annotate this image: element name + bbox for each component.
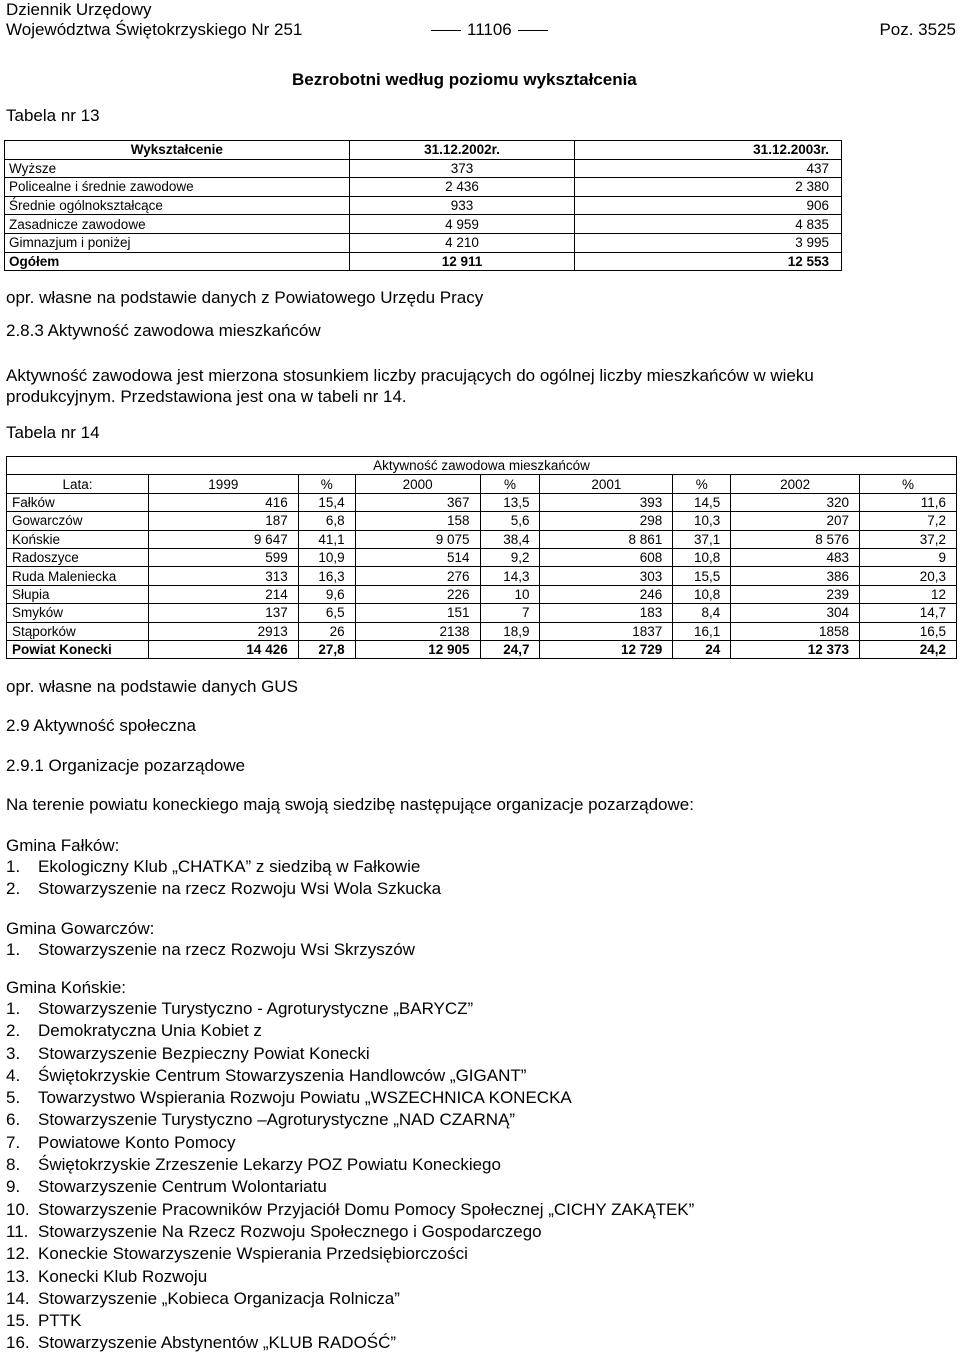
list-item-text: Stowarzyszenie „Kobieca Organizacja Rolnicza”: [38, 1288, 400, 1308]
table-cell: 8,4: [673, 604, 731, 622]
table-cell: 38,4: [480, 530, 540, 548]
table-cell: 16,3: [298, 567, 355, 585]
table-cell: Średnie ogólnokształcące: [5, 196, 350, 215]
table13: [4, 140, 842, 271]
list-item-number: 2.: [6, 1021, 21, 1041]
table14-body: [7, 493, 957, 659]
table-cell: 2913: [148, 622, 298, 640]
list-item-text: Świętokrzyskie Centrum Stowarzyszenia Handlowców „GIGANT”: [38, 1065, 527, 1085]
table-cell: 276: [355, 567, 480, 585]
section-291-heading: 2.9.1 Organizacje pozarządowe: [6, 756, 246, 775]
list-item: [6, 1132, 694, 1154]
table-cell: 386: [731, 567, 860, 585]
list-item: [6, 939, 415, 961]
row-label-cell: Powiat Konecki: [7, 640, 149, 658]
table-cell: 483: [731, 548, 860, 566]
table-cell: 10: [480, 585, 540, 603]
list-item-number: 9.: [6, 1177, 21, 1197]
table-cell: 14 426: [148, 640, 298, 658]
table-cell: 10,3: [673, 512, 731, 530]
table-cell: 151: [355, 604, 480, 622]
table14-header-cell: 2000: [355, 475, 480, 493]
list-item-text: Stowarzyszenie Na Rzecz Rozwoju Społecznego i Gospodarczego: [38, 1221, 542, 1241]
list-item-number: 1.: [6, 940, 21, 959]
table-cell: 10,9: [298, 548, 355, 566]
list-item: [6, 1154, 694, 1176]
row-label-cell: Stąporków: [7, 622, 149, 640]
table13-header-cell: 31.12.2002r.: [349, 141, 575, 160]
row-label-cell: Końskie: [7, 530, 149, 548]
journal-title: Dziennik Urzędowy: [6, 0, 152, 19]
position-number: Poz. 3525: [879, 20, 956, 39]
list-item-text: Stowarzyszenie na rzecz Rozwoju Wsi Skrzyszów: [38, 940, 415, 959]
table-cell: 18,9: [480, 622, 540, 640]
table-row: [5, 159, 842, 178]
list-item: [6, 1199, 694, 1221]
table-cell: 9,2: [480, 548, 540, 566]
table-row: [7, 585, 957, 603]
list-item-number: 11.: [6, 1221, 29, 1241]
list-item-number: 16.: [6, 1333, 30, 1353]
table14-header-cell: 2002: [731, 475, 860, 493]
table-row: [7, 512, 957, 530]
table-cell: 1837: [540, 622, 673, 640]
gmina-falkow-list: [6, 856, 441, 901]
table-cell: 2 380: [575, 178, 842, 197]
table-row: [7, 530, 957, 548]
section-291-intro: Na terenie powiatu koneckiego mają swoją siedzibę następujące organizacje pozarządowe:: [6, 795, 694, 814]
table-cell: 26: [298, 622, 355, 640]
list-item: [6, 1221, 694, 1243]
table-cell: 4 835: [575, 215, 842, 234]
list-item: [6, 1020, 694, 1042]
table-cell: 416: [148, 493, 298, 511]
table-row: [7, 567, 957, 585]
table-cell: 12 553: [575, 252, 842, 271]
list-item: [6, 1243, 694, 1265]
list-item-text: Towarzystwo Wspierania Rozwoju Powiatu „WSZECHNICA KONECKA: [38, 1088, 572, 1108]
list-item-text: Świętokrzyskie Zrzeszenie Lekarzy POZ Powiatu Koneckiego: [38, 1155, 501, 1175]
table-cell: 599: [148, 548, 298, 566]
table-cell: 320: [731, 493, 860, 511]
table-cell: 37,2: [860, 530, 957, 548]
table-cell: 158: [355, 512, 480, 530]
table-cell: 6,5: [298, 604, 355, 622]
list-item: [6, 1087, 694, 1109]
table-row: [7, 548, 957, 566]
table14-header-cell: %: [480, 475, 540, 493]
table-cell: 5,6: [480, 512, 540, 530]
row-label-cell: Gowarczów: [7, 512, 149, 530]
list-item-text: Stowarzyszenie Turystyczno –Agroturystyczne „NAD CZARNĄ”: [38, 1110, 516, 1130]
table-cell: 4 210: [349, 233, 575, 252]
table-cell: 37,1: [673, 530, 731, 548]
list-item: [6, 1266, 694, 1288]
table-cell: 183: [540, 604, 673, 622]
table-cell: 4 959: [349, 215, 575, 234]
table-row: [5, 178, 842, 197]
table-cell: Zasadnicze zawodowe: [5, 215, 350, 234]
table-cell: 6,8: [298, 512, 355, 530]
list-item: [6, 1043, 694, 1065]
list-item-number: 10.: [6, 1199, 30, 1219]
table-cell: 16,1: [673, 622, 731, 640]
table-cell: 24: [673, 640, 731, 658]
table-cell: 187: [148, 512, 298, 530]
table-cell: 373: [349, 159, 575, 178]
table-cell: 2 436: [349, 178, 575, 197]
row-label-cell: Smyków: [7, 604, 149, 622]
table-cell: 12 911: [349, 252, 575, 271]
table-cell: 14,5: [673, 493, 731, 511]
journal-voivodeship: Województwa Świętokrzyskiego Nr 251: [6, 20, 303, 39]
table14: [6, 456, 957, 659]
list-item-number: 5.: [6, 1088, 21, 1108]
table13-header-cell: Wykształcenie: [5, 141, 350, 160]
table-cell: Ogółem: [5, 252, 350, 271]
list-item-number: 4.: [6, 1065, 21, 1085]
table14-source: opr. własne na podstawie danych GUS: [6, 677, 299, 696]
table-cell: 239: [731, 585, 860, 603]
table-cell: 137: [148, 604, 298, 622]
table-cell: 10,8: [673, 585, 731, 603]
dash-right: [518, 30, 548, 31]
gmina-konskie-list: [6, 998, 694, 1355]
list-item-number: 1.: [6, 857, 21, 876]
table-row: [7, 622, 957, 640]
section-283-paragraph-line1: Aktywność zawodowa jest mierzona stosunkiem liczby pracujących do ogólnej liczby mieszkańców w wieku: [6, 366, 814, 385]
table-cell: 24,2: [860, 640, 957, 658]
table-cell: 11,6: [860, 493, 957, 511]
table-cell: 13,5: [480, 493, 540, 511]
list-item-number: 8.: [6, 1155, 21, 1175]
table-cell: 207: [731, 512, 860, 530]
table-cell: 1858: [731, 622, 860, 640]
section-283-heading: 2.8.3 Aktywność zawodowa mieszkańców: [6, 321, 321, 340]
table-cell: 12 905: [355, 640, 480, 658]
table14-title: Aktywność zawodowa mieszkańców: [7, 457, 957, 475]
table13-source: opr. własne na podstawie danych z Powiatowego Urzędu Pracy: [6, 288, 484, 307]
page-number: 11106: [467, 20, 512, 39]
list-item-number: 14.: [6, 1288, 30, 1308]
list-item-text: Koneckie Stowarzyszenie Wspierania Przedsiębiorczości: [38, 1244, 468, 1264]
table-cell: 9: [860, 548, 957, 566]
table-cell: Wyższe: [5, 159, 350, 178]
table-cell: 298: [540, 512, 673, 530]
table-row: [5, 215, 842, 234]
list-item: [6, 856, 441, 878]
table-cell: 8 861: [540, 530, 673, 548]
list-item-number: 7.: [6, 1132, 21, 1152]
list-item-number: 2.: [6, 879, 21, 899]
table-cell: 9 075: [355, 530, 480, 548]
list-item-text: Stowarzyszenie Turystyczno - Agroturystyczne „BARYCZ”: [38, 999, 474, 1018]
table-cell: 10,8: [673, 548, 731, 566]
list-item-number: 15.: [6, 1311, 30, 1331]
list-item-number: 12.: [6, 1244, 30, 1264]
table-cell: 437: [575, 159, 842, 178]
table-cell: 304: [731, 604, 860, 622]
gmina-gowarczow-heading: Gmina Gowarczów:: [6, 919, 155, 938]
table-cell: 41,1: [298, 530, 355, 548]
gmina-konskie-heading: Gmina Końskie:: [6, 978, 126, 997]
table-cell: 393: [540, 493, 673, 511]
table-cell: 906: [575, 196, 842, 215]
page-number-line: [425, 20, 554, 40]
list-item-number: 3.: [6, 1043, 21, 1063]
table-row: [7, 493, 957, 511]
table-cell: 608: [540, 548, 673, 566]
list-item-text: Powiatowe Konto Pomocy: [38, 1132, 236, 1152]
row-label-cell: Fałków: [7, 493, 149, 511]
table-cell: 15,4: [298, 493, 355, 511]
table-cell: 933: [349, 196, 575, 215]
table-row: [5, 196, 842, 215]
list-item: [6, 1288, 694, 1310]
table13-title: Bezrobotni według poziomu wykształcenia: [292, 70, 637, 89]
row-label-cell: Radoszyce: [7, 548, 149, 566]
table-row: [5, 233, 842, 252]
list-item-number: 1.: [6, 999, 21, 1018]
table-cell: 3 995: [575, 233, 842, 252]
table-cell: 8 576: [731, 530, 860, 548]
table-cell: Gimnazjum i poniżej: [5, 233, 350, 252]
table-cell: 14,3: [480, 567, 540, 585]
table-row: [7, 604, 957, 622]
table13-header-cell: 31.12.2003r.: [575, 141, 842, 160]
list-item-text: Stowarzyszenie Bezpieczny Powiat Konecki: [38, 1043, 370, 1063]
list-item-text: PTTK: [38, 1311, 82, 1331]
list-item-number: 13.: [6, 1266, 30, 1286]
table-cell: 246: [540, 585, 673, 603]
list-item-text: Stowarzyszenie Pracowników Przyjaciół Domu Pomocy Społecznej „CICHY ZAKĄTEK”: [38, 1199, 695, 1219]
table-cell: 7: [480, 604, 540, 622]
table13-header-row: [5, 141, 842, 160]
gmina-falkow-heading: Gmina Fałków:: [6, 836, 120, 855]
table-cell: 12 729: [540, 640, 673, 658]
list-item: [6, 1109, 694, 1131]
table-cell: 226: [355, 585, 480, 603]
table14-header-cell: %: [673, 475, 731, 493]
row-label-cell: Ruda Maleniecka: [7, 567, 149, 585]
list-item-text: Stowarzyszenie na rzecz Rozwoju Wsi Wola Szkucka: [38, 879, 442, 899]
list-item: [6, 1065, 694, 1087]
table-cell: 16,5: [860, 622, 957, 640]
list-item-text: Konecki Klub Rozwoju: [38, 1266, 208, 1286]
gmina-gowarczow-list: [6, 939, 415, 961]
table-cell: 313: [148, 567, 298, 585]
row-label-cell: Słupia: [7, 585, 149, 603]
table-cell: 24,7: [480, 640, 540, 658]
table-cell: 12 373: [731, 640, 860, 658]
table-cell: 9 647: [148, 530, 298, 548]
list-item: [6, 1310, 694, 1332]
table14-label: Tabela nr 14: [6, 423, 100, 442]
section-29-heading: 2.9 Aktywność społeczna: [6, 716, 196, 735]
table-cell: 2138: [355, 622, 480, 640]
table14-header-row: [7, 475, 957, 493]
list-item: [6, 1332, 694, 1354]
table-cell: 15,5: [673, 567, 731, 585]
list-item: [6, 998, 694, 1020]
table-cell: 214: [148, 585, 298, 603]
table14-header-cell: 1999: [148, 475, 298, 493]
table-cell: 9,6: [298, 585, 355, 603]
list-item-text: Demokratyczna Unia Kobiet z: [38, 1021, 262, 1041]
list-item-text: Stowarzyszenie Abstynentów „KLUB RADOŚĆ”: [38, 1333, 397, 1353]
dash-left: [431, 30, 461, 31]
table-cell: 27,8: [298, 640, 355, 658]
table14-header-cell: 2001: [540, 475, 673, 493]
list-item: [6, 1176, 694, 1198]
list-item-number: 6.: [6, 1110, 21, 1130]
table13-label: Tabela nr 13: [6, 106, 100, 125]
section-283-paragraph-line2: produkcyjnym. Przedstawiona jest ona w tabeli nr 14.: [6, 387, 407, 406]
table14-header-cell: %: [298, 475, 355, 493]
list-item: [6, 878, 441, 900]
table-cell: 20,3: [860, 567, 957, 585]
table-cell: 303: [540, 567, 673, 585]
table-cell: 7,2: [860, 512, 957, 530]
table13-total-row: [5, 252, 842, 271]
table-cell: 514: [355, 548, 480, 566]
list-item-text: Ekologiczny Klub „CHATKA” z siedzibą w Fałkowie: [38, 857, 421, 876]
table14-title-row: [7, 457, 957, 475]
list-item-text: Stowarzyszenie Centrum Wolontariatu: [38, 1177, 327, 1197]
table14-header-cell: Lata:: [7, 475, 149, 493]
table14-header-cell: %: [860, 475, 957, 493]
table-cell: 12: [860, 585, 957, 603]
table-cell: 14,7: [860, 604, 957, 622]
table14-total-row: [7, 640, 957, 658]
table-cell: 367: [355, 493, 480, 511]
table-cell: Policealne i średnie zawodowe: [5, 178, 350, 197]
